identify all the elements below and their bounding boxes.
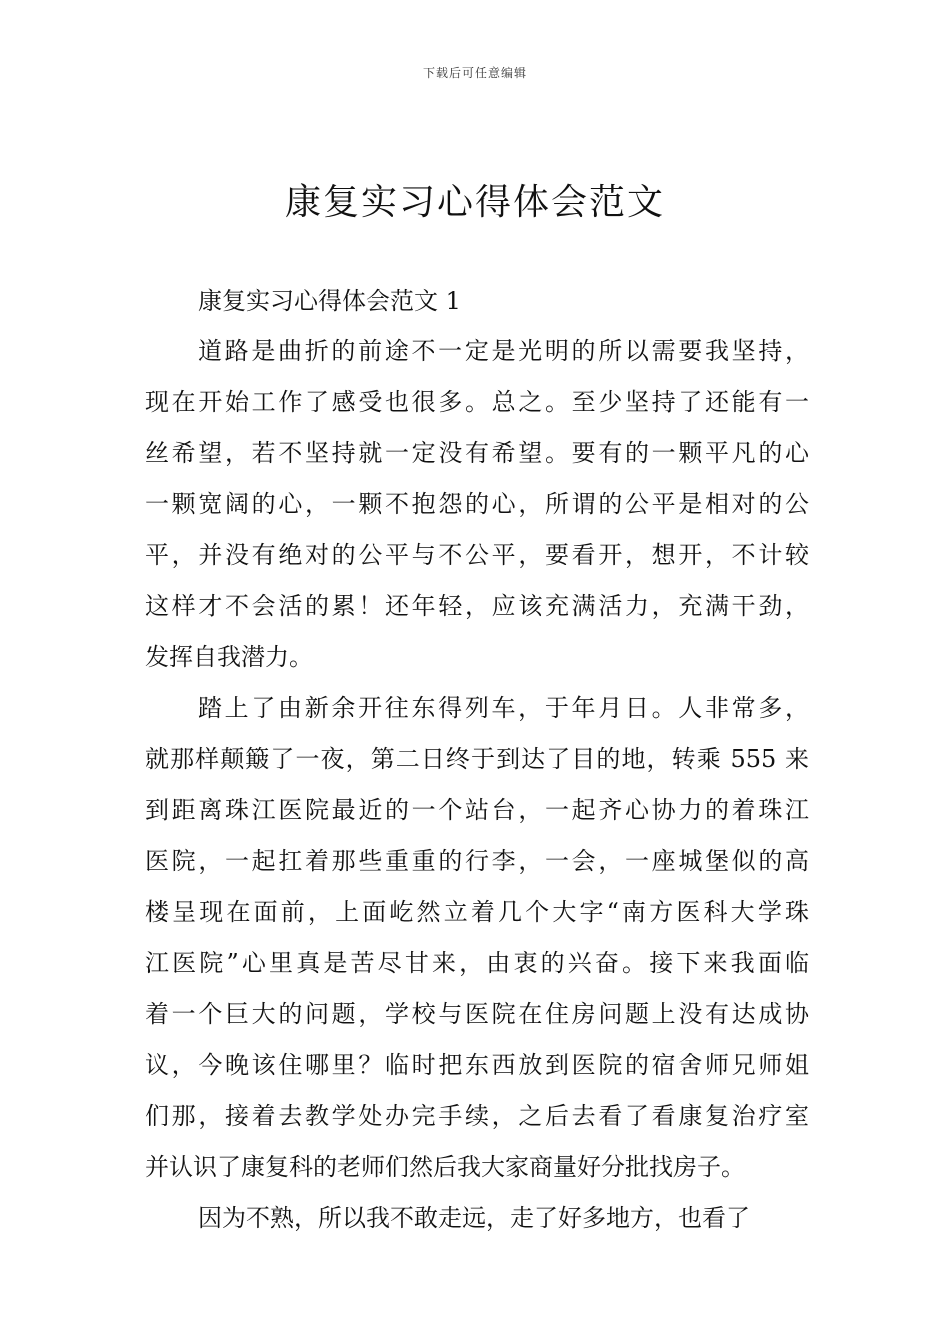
- text-line: 并认识了康复科的老师们然后我大家商量好分批找房子。: [145, 1153, 745, 1181]
- document-title: 康复实习心得体会范文: [284, 182, 665, 223]
- text-line: 一颗宽阔的心，一颗不抱怨的心，所谓的公平是相对的公: [145, 490, 809, 518]
- text-line: 这样才不会活的累！还年轻，应该充满活力，充满干劲，: [145, 592, 809, 620]
- text-line: 楼呈现在面前，上面屹然立着几个大字“南方医科大学珠: [145, 898, 809, 926]
- text-line: 江医院”心里真是苦尽甘来，由衷的兴奋。接下来我面临: [145, 949, 809, 977]
- text-line: 议，今晚该住哪里？临时把东西放到医院的宿舍师兄师姐: [145, 1051, 809, 1079]
- text-line: 到距离珠江医院最近的一个站台，一起齐心协力的着珠江: [145, 796, 809, 824]
- text-line: 因为不熟，所以我不敢走远，走了好多地方，也看了: [198, 1204, 750, 1232]
- section-heading: 康复实习心得体会范文 1: [198, 287, 461, 315]
- paragraph-2: [145, 683, 809, 1193]
- text-line: 平，并没有绝对的公平与不公平，要看开，想开，不计较: [145, 541, 809, 569]
- text-line: 现在开始工作了感受也很多。总之。至少坚持了还能有一: [145, 388, 809, 416]
- text-line: 丝希望，若不坚持就一定没有希望。要有的一颗平凡的心: [145, 439, 809, 467]
- text-line: 着一个巨大的问题，学校与医院在住房问题上没有达成协: [145, 1000, 809, 1028]
- text-line: 就那样颠簸了一夜，第二日终于到达了目的地，转乘 555 来: [145, 745, 809, 773]
- text-line: 踏上了由新余开往东得列车，于年月日。人非常多，: [198, 694, 809, 722]
- text-line: 发挥自我潜力。: [145, 643, 313, 671]
- document-body: [145, 276, 809, 1244]
- text-line: 医院，一起扛着那些重重的行李，一会，一座城堡似的高: [145, 847, 809, 875]
- text-line: 们那，接着去教学处办完手续，之后去看了看康复治疗室: [145, 1102, 809, 1130]
- paragraph-3: [145, 1193, 809, 1244]
- text-line: 道路是曲折的前途不一定是光明的所以需要我坚持，: [198, 337, 809, 365]
- paragraph-1: [145, 326, 809, 683]
- header-note: 下载后可任意编辑: [422, 66, 527, 80]
